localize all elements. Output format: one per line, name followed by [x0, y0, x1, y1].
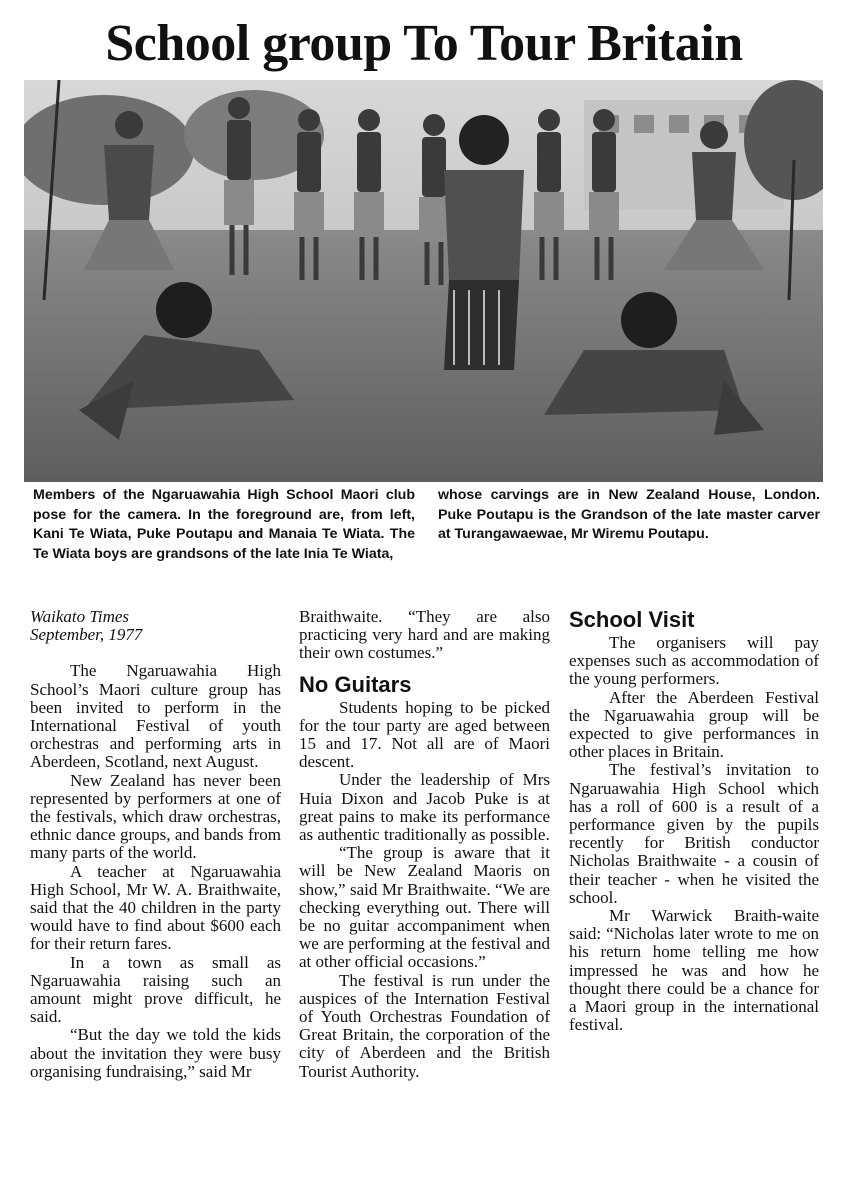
paragraph: After the Aberdeen Festival the Ngaruawahia group will be expected to give performances in other places in Britain. — [569, 687, 819, 762]
paragraph: Students hoping to be picked for the tour party are aged between 15 and 17. Not all are of Maori descent. — [299, 697, 550, 772]
article-column-2 — [299, 608, 550, 1081]
paragraph: Mr Warwick Braith-waite said: “Nicholas later wrote to me on his return home telling me how impressed he was and how he thought there could be a chance for a Maori group in the international festival. — [569, 906, 819, 1035]
paragraph: In a town as small as Ngaruawahia raising such an amount might prove difficult, he said. — [30, 952, 281, 1027]
group-photo — [24, 80, 823, 482]
photo-illustration — [24, 80, 823, 482]
photo-caption-left: Members of the Ngaruawahia High School Maori club pose for the camera. In the foreground are, from left, Kani Te Wiata, Puke Poutapu and Manaia Te Wiata. The Te Wiata boys are grandsons of the late Inia Te Wiata, — [33, 487, 415, 562]
paragraph: The organisers will pay expenses such as accommodation of the young performers. — [569, 633, 819, 689]
page-title: School group To Tour Britain — [105, 15, 743, 72]
paragraph: The festival is run under the auspices of the Internation Festival of Youth Orchestras Foundation of Great Britain, the corporation of the city of Aberdeen and the British Tourist Authority. — [299, 970, 550, 1081]
paragraph: The Ngaruawahia High School’s Maori culture group has been invited to perform in the International Festival of youth orchestras and performing arts in Aberdeen, Scotland, next August. — [30, 661, 281, 772]
paragraph: Braithwaite. “They are also practicing very hard and are making their own costumes.” — [299, 607, 550, 663]
paragraph: “But the day we told the kids about the invitation they were busy organising fundraising,” said Mr — [30, 1025, 281, 1081]
paragraph: A teacher at Ngaruawahia High School, Mr W. A. Braithwaite, said that the 40 children in the party would have to find about $600 each for their return fares. — [30, 861, 281, 954]
paragraph: Under the leadership of Mrs Huia Dixon and Jacob Puke is at great pains to make its performance as authentic traditionally as possible. — [299, 770, 550, 845]
photo-caption-right: whose carvings are in New Zealand House, London. Puke Poutapu is the Grandson of the late master carver at Turangawaewae, Mr Wiremu Poutapu. — [438, 487, 820, 542]
paragraph: “The group is aware that it will be New Zealand Maoris on show,” said Mr Braithwaite. “We are checking everything out. There will be no guitar accompaniment when we are performing at the festival and at other official occasions.” — [299, 843, 550, 972]
byline — [30, 608, 281, 644]
byline-source: Waikato Times — [30, 607, 130, 626]
subheading-no-guitars: No Guitars — [299, 671, 412, 697]
article-column-3 — [569, 608, 819, 1034]
subheading-school-visit: School Visit — [569, 607, 695, 632]
paragraph: The festival’s invitation to Ngaruawahia High School which has a roll of 600 is a result of a performance given by the pupils recently for British conductor Nicholas Braithwaite - a cousin of their teacher - when he visited the school. — [569, 760, 819, 907]
byline-date: September, 1977 — [30, 625, 143, 645]
article-column-1 — [30, 608, 281, 1081]
paragraph: New Zealand has never been represented by performers at one of the festivals, which draw orchestras, ethnic dance groups, and bands from many parts of the world. — [30, 770, 281, 863]
